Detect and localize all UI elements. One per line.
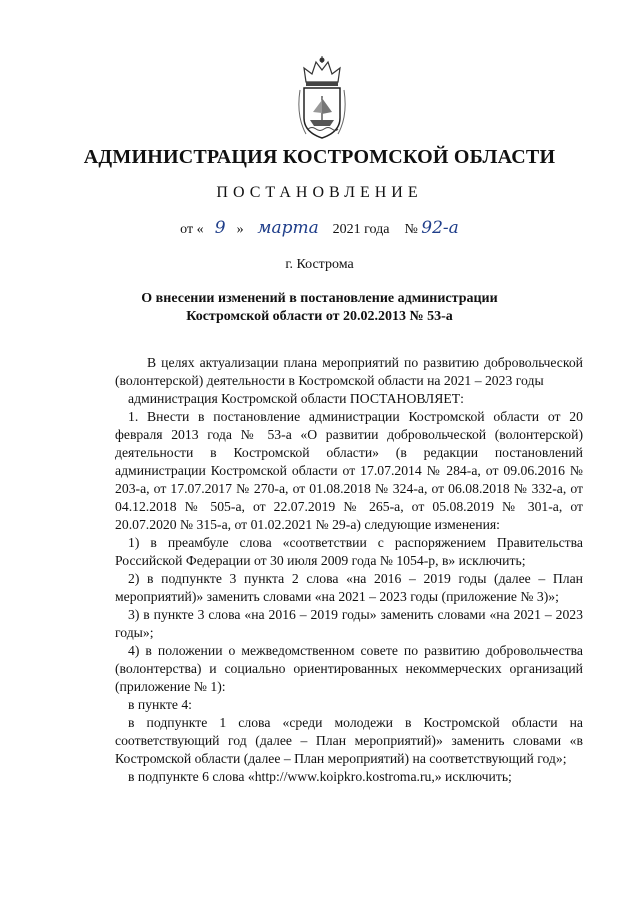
city-name: г. Кострома [285,257,354,272]
subject-line-1: О внесении изменений в постановление администрации [141,291,498,306]
body-paragraph-resolves: администрация Костромской области ПОСТАНОВЛЯЕТ: [128,391,464,406]
number-label: № [404,222,418,237]
body-paragraph-preamble: В целях актуализации плана мероприятий по развитию добровольческой (волонтерской) деятельности в Костромской области на 2021 – 2023 годы [115,355,583,388]
body-paragraph-subitem-3: 3) в пункте 3 слова «на 2016 – 2019 годы» заменить словами «на 2021 – 2023 годы»; [115,607,583,640]
date-prefix: от « [180,222,204,237]
document-type: ПОСТАНОВЛЕНИЕ [216,184,423,201]
subject-line-2: Костромской области от 20.02.2013 № 53-а [186,309,453,324]
handwritten-day: 9 [214,218,226,238]
administration-title: АДМИНИСТРАЦИЯ КОСТРОМСКОЙ ОБЛАСТИ [83,146,556,168]
body-paragraph-subitem-1: 1) в преамбуле слова «соответствии с распоряжением Правительства Российской Федерации от 30 июля 2009 года № 1054-р, в» исключить; [115,535,583,568]
document-subject [0,290,639,326]
body-paragraph-subitem-4: 4) в положении о межведомственном совете по развитию добровольчества (волонтерства) и социально ориентированных некоммерческих организаций (приложение № 1): [115,643,583,694]
body-paragraph-subpoint-1: в подпункте 1 слова «среди молодежи в Костромской области на соответствующий год (далее – План мероприятий)» заменить словами «в Костромской области (далее – План мероприятий) на соответствующий год»; [115,715,583,766]
body-paragraph-subpoint-6: в подпункте 6 слова «http://www.koipkro.kostroma.ru,» исключить; [128,769,512,784]
date-number-line [0,218,639,238]
date-close-quote: » [236,222,244,237]
body-paragraph-point-4: в пункте 4: [128,697,192,712]
kostroma-coat-of-arms-icon [292,56,352,142]
body-paragraph-subitem-2: 2) в подпункте 3 пункта 2 слова «на 2016 – 2019 годы (далее – План мероприятий)» заменить словами «на 2021 – 2023 годы (приложение № 3)»; [115,571,583,604]
handwritten-month: марта [257,218,319,238]
document-body [115,354,583,786]
body-paragraph-item-1: 1. Внести в постановление администрации Костромской области от 20 февраля 2013 года № 53-а «О развитии добровольческой (волонтерской) деятельности в Костромской области» (в редакции постановлений администрации Костромской области от 17.07.2014 № 284-а, от 09.06.2016 № 203-а, от 17.07.2017 № 270-а, от 01.08.2018 № 324-а, от 06.08.2018 № 332-а, от 04.12.2018 № 505-а, от 22.07.2019 № 265-а, от 05.08.2019 № 301-а, от 20.07.2020 № 315-а, от 01.02.2021 № 29-а) следующие изменения: [115,409,583,532]
handwritten-number: 92-а [421,218,459,238]
date-year: 2021 года [332,222,390,237]
